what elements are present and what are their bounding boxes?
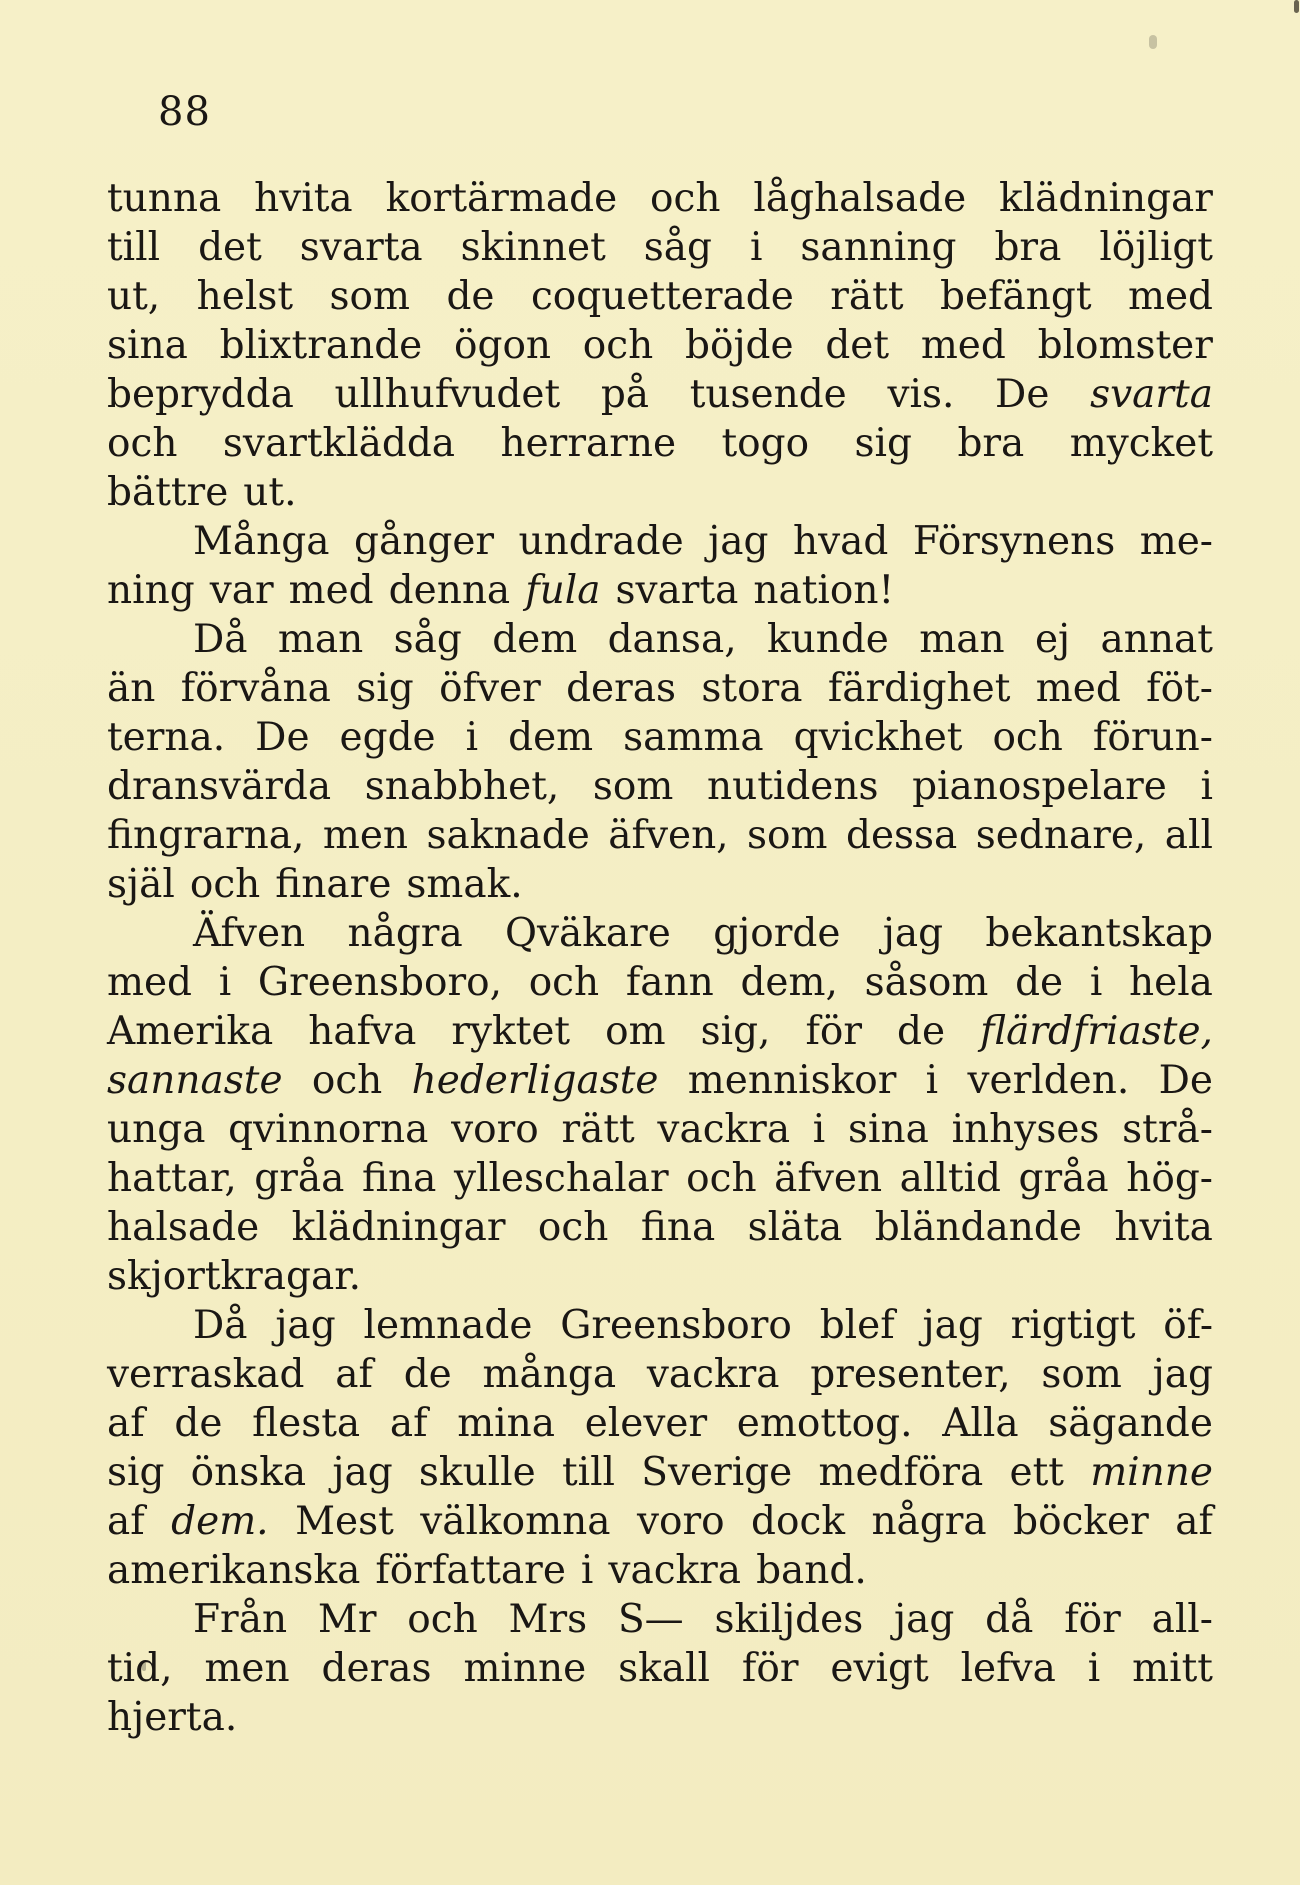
- word: vackra: [657, 1107, 791, 1152]
- word: amerikanska: [107, 1548, 361, 1593]
- text-line: [107, 1546, 1213, 1595]
- word: ögon: [454, 323, 552, 368]
- word: ylleschalar: [453, 1156, 669, 1201]
- text-line: [107, 615, 1213, 664]
- word: rätt: [561, 1107, 635, 1152]
- word: egde: [339, 715, 436, 760]
- word: själ: [107, 862, 175, 907]
- text-line: [107, 321, 1213, 370]
- word: deras: [321, 1646, 432, 1691]
- word: ut.: [243, 470, 297, 515]
- word: som: [329, 274, 410, 319]
- body-text: [107, 174, 1213, 1742]
- word: togo: [721, 421, 810, 466]
- text-line: [107, 713, 1213, 762]
- word: De: [995, 372, 1050, 417]
- italic-word: svarta: [1090, 372, 1213, 417]
- word: jag: [894, 1597, 955, 1642]
- word: deras: [566, 666, 677, 711]
- text-line: [107, 1497, 1213, 1546]
- word: sina: [107, 323, 188, 368]
- word: hattar,: [107, 1156, 237, 1201]
- text-line: [107, 1007, 1213, 1056]
- word: de: [1015, 960, 1064, 1005]
- word: dock: [751, 1499, 845, 1544]
- text-line: [107, 1056, 1213, 1105]
- text-line: [107, 272, 1213, 321]
- word: löjligt: [1099, 225, 1213, 270]
- word: De: [1158, 1058, 1213, 1103]
- word: voro: [636, 1499, 725, 1544]
- word: det: [825, 323, 890, 368]
- text-line: [107, 909, 1213, 958]
- word: skiljdes: [714, 1597, 864, 1642]
- word: af: [107, 1401, 145, 1446]
- word: kunde: [766, 617, 889, 662]
- word: Alla: [942, 1401, 1019, 1446]
- word: minne: [463, 1646, 587, 1691]
- word: Sverige: [641, 1450, 793, 1495]
- word: ett: [1009, 1450, 1064, 1495]
- text-line: [107, 1644, 1213, 1693]
- text-line: [107, 860, 1213, 909]
- word: hjerta.: [107, 1695, 238, 1740]
- word: önska: [190, 1450, 307, 1495]
- word: af: [335, 1352, 373, 1397]
- word: släta: [747, 1205, 843, 1250]
- text-line: [107, 1448, 1213, 1497]
- word: svarta: [299, 225, 423, 270]
- word: i: [1087, 1646, 1101, 1691]
- word: de: [897, 1009, 946, 1054]
- word: Då: [193, 617, 248, 662]
- word: emottog.: [736, 1401, 913, 1446]
- word: hafva: [308, 1009, 417, 1054]
- word: lefva: [960, 1646, 1056, 1691]
- word: många: [482, 1352, 617, 1397]
- word: undrade: [518, 519, 684, 564]
- word: bekantskap: [985, 911, 1213, 956]
- text-line: [107, 370, 1213, 419]
- word: med: [920, 323, 1006, 368]
- text-line: [107, 1693, 1213, 1742]
- word: Mest: [295, 1499, 394, 1544]
- word: De: [255, 715, 310, 760]
- text-line: [107, 1301, 1213, 1350]
- word: blef: [819, 1303, 895, 1348]
- word: sanning: [800, 225, 957, 270]
- word: sig: [356, 666, 414, 711]
- text-line: [107, 174, 1213, 223]
- word: böjde: [685, 323, 794, 368]
- word: all-: [1151, 1597, 1213, 1642]
- word: böcker: [1013, 1499, 1149, 1544]
- word: fingrarna,: [107, 813, 305, 858]
- word: af: [1175, 1499, 1213, 1544]
- word: jag: [332, 1450, 393, 1495]
- word: rätt: [830, 274, 904, 319]
- word: fann: [625, 960, 714, 1005]
- text-line: [107, 468, 1213, 517]
- word: då: [985, 1597, 1034, 1642]
- word: hvita: [254, 176, 353, 221]
- word: Mr: [317, 1597, 377, 1642]
- word: föt-: [1146, 666, 1213, 711]
- word: blomster: [1037, 323, 1213, 368]
- word: inhyses: [951, 1107, 1100, 1152]
- word: gråa: [254, 1156, 345, 1201]
- word: men: [322, 813, 409, 858]
- word: bättre: [107, 470, 229, 515]
- word: Från: [193, 1597, 288, 1642]
- word: äfven,: [608, 813, 729, 858]
- word: sina: [848, 1107, 929, 1152]
- word: Mrs: [508, 1597, 588, 1642]
- word: sig,: [700, 1009, 771, 1054]
- word: jag: [922, 1303, 983, 1348]
- word: i: [1200, 764, 1213, 809]
- word: vackra: [646, 1352, 780, 1397]
- word: svarta: [615, 568, 739, 613]
- word: ut,: [107, 274, 161, 319]
- word: med: [288, 568, 374, 613]
- word: S—: [617, 1597, 684, 1642]
- word: snabbhet,: [364, 764, 560, 809]
- word: herrarne: [500, 421, 677, 466]
- word: var: [209, 568, 274, 613]
- word: voro: [451, 1107, 539, 1152]
- word: samma: [623, 715, 764, 760]
- word: pianospelare: [912, 764, 1167, 809]
- word: me-: [1139, 519, 1213, 564]
- word: på: [600, 372, 650, 417]
- word: och: [407, 1597, 478, 1642]
- word: i: [812, 1107, 826, 1152]
- word: jag: [1152, 1352, 1213, 1397]
- word: de: [403, 1352, 452, 1397]
- text-line: [107, 958, 1213, 1007]
- word: rigtigt: [1010, 1303, 1136, 1348]
- word: dessa: [845, 813, 958, 858]
- text-line: [107, 1595, 1213, 1644]
- word: i: [925, 1058, 939, 1103]
- word: tusende: [689, 372, 847, 417]
- word: mina: [457, 1401, 556, 1446]
- word: menniskor: [687, 1058, 897, 1103]
- word: strå-: [1122, 1107, 1213, 1152]
- word: till: [561, 1450, 616, 1495]
- word: och: [311, 1058, 383, 1103]
- word: tunna: [107, 176, 222, 221]
- word: med: [1127, 274, 1213, 319]
- word: presenter,: [810, 1352, 1011, 1397]
- word: författare: [375, 1548, 566, 1593]
- word: om: [605, 1009, 666, 1054]
- word: vackra: [608, 1548, 742, 1593]
- word: bländande: [874, 1205, 1082, 1250]
- word: medföra: [818, 1450, 984, 1495]
- word: evigt: [830, 1646, 929, 1691]
- word: dansa,: [607, 617, 737, 662]
- word: blixtrande: [219, 323, 423, 368]
- word: såg: [643, 225, 712, 270]
- word: skinnet: [460, 225, 606, 270]
- word: nation!: [753, 568, 895, 613]
- word: coquetterade: [530, 274, 794, 319]
- word: tid,: [107, 1646, 173, 1691]
- word: Greensboro,: [257, 960, 502, 1005]
- word: nutidens: [706, 764, 879, 809]
- word: man: [919, 617, 1005, 662]
- word: ej: [1034, 617, 1071, 662]
- text-line: [107, 566, 1213, 615]
- text-line: [107, 664, 1213, 713]
- word: hvad: [792, 519, 889, 564]
- word: saknade: [426, 813, 590, 858]
- paper-speck-right-edge: [1294, 0, 1299, 13]
- text-line: [107, 811, 1213, 860]
- word: annat: [1100, 617, 1213, 662]
- word: och: [537, 1205, 609, 1250]
- word: mitt: [1132, 1646, 1213, 1691]
- word: vis.: [887, 372, 955, 417]
- word: bra: [957, 421, 1025, 466]
- word: i: [580, 1548, 594, 1593]
- word: gånger: [354, 519, 495, 564]
- text-line: [107, 762, 1213, 811]
- italic-word: dem.: [171, 1499, 269, 1544]
- word: i: [1089, 960, 1103, 1005]
- word: befängt: [940, 274, 1092, 319]
- italic-word: flärdfriaste,: [980, 1009, 1213, 1054]
- word: för: [1064, 1597, 1121, 1642]
- word: äfven: [774, 1156, 883, 1201]
- word: finare: [275, 862, 392, 907]
- text-line: [107, 1154, 1213, 1203]
- word: klädningar: [999, 176, 1213, 221]
- word: sig: [107, 1450, 165, 1495]
- text-line: [107, 1399, 1213, 1448]
- word: ning: [107, 568, 195, 613]
- word: förun-: [1092, 715, 1213, 760]
- word: ullhufvudet: [334, 372, 561, 417]
- text-line: [107, 1105, 1213, 1154]
- word: såg: [393, 617, 462, 662]
- word: till: [107, 225, 161, 270]
- page-number: 88: [158, 89, 211, 135]
- word: än: [107, 666, 156, 711]
- italic-word: hederligaste: [411, 1058, 659, 1103]
- word: terna.: [107, 715, 226, 760]
- word: sednare,: [975, 813, 1147, 858]
- word: Amerika: [107, 1009, 274, 1054]
- word: och: [528, 960, 600, 1005]
- word: man: [277, 617, 364, 662]
- word: dem: [492, 617, 578, 662]
- word: Försynens: [912, 519, 1116, 564]
- word: öf-: [1163, 1303, 1213, 1348]
- word: helst: [196, 274, 294, 319]
- word: halsade: [107, 1205, 260, 1250]
- word: kortärmade: [385, 176, 618, 221]
- word: verlden.: [967, 1058, 1130, 1103]
- text-line: [107, 419, 1213, 468]
- word: skulle: [418, 1450, 536, 1495]
- word: jag: [708, 519, 769, 564]
- word: af: [107, 1499, 145, 1544]
- word: och: [582, 323, 654, 368]
- word: jag: [882, 911, 944, 956]
- word: i: [465, 715, 479, 760]
- word: sägande: [1048, 1401, 1213, 1446]
- word: de: [174, 1401, 223, 1446]
- word: flesta: [252, 1401, 361, 1446]
- word: skall: [618, 1646, 710, 1691]
- word: färdighet: [827, 666, 1011, 711]
- word: hela: [1129, 960, 1213, 1005]
- word: ryktet: [451, 1009, 571, 1054]
- word: med: [1035, 666, 1121, 711]
- word: band.: [756, 1548, 867, 1593]
- word: svartklädda: [222, 421, 456, 466]
- word: men: [204, 1646, 290, 1691]
- word: sig: [854, 421, 912, 466]
- word: beprydda: [107, 372, 294, 417]
- word: skjortkragar.: [107, 1254, 362, 1299]
- word: öfver: [439, 666, 541, 711]
- word: hög-: [1126, 1156, 1213, 1201]
- word: och: [189, 862, 261, 907]
- word: denna: [388, 568, 511, 613]
- word: qvickhet: [793, 715, 963, 760]
- italic-word: sannaste: [107, 1058, 283, 1103]
- word: dem,: [740, 960, 838, 1005]
- word: dem: [508, 715, 594, 760]
- word: som: [1041, 1352, 1122, 1397]
- word: smak.: [406, 862, 523, 907]
- word: Då: [193, 1303, 248, 1348]
- text-line: [107, 1252, 1213, 1301]
- word: dransvärda: [107, 764, 332, 809]
- word: bra: [994, 225, 1062, 270]
- word: några: [871, 1499, 987, 1544]
- text-line: [107, 517, 1213, 566]
- word: Många: [193, 519, 330, 564]
- word: i: [749, 225, 763, 270]
- word: alltid: [899, 1156, 1001, 1201]
- paper-speck-top: [1149, 35, 1157, 49]
- word: som: [747, 813, 828, 858]
- word: några: [347, 911, 463, 956]
- word: för: [741, 1646, 799, 1691]
- word: Äfven: [193, 911, 306, 956]
- word: gjorde: [713, 911, 841, 956]
- word: unga: [107, 1107, 206, 1152]
- word: låghalsade: [753, 176, 967, 221]
- word: fina: [361, 1156, 437, 1201]
- text-line: [107, 1350, 1213, 1399]
- word: och: [992, 715, 1063, 760]
- word: lemnade: [363, 1303, 533, 1348]
- word: elever: [584, 1401, 708, 1446]
- word: gråa: [1018, 1156, 1109, 1201]
- word: för: [805, 1009, 863, 1054]
- word: mycket: [1069, 421, 1213, 466]
- word: och: [107, 421, 178, 466]
- word: som: [592, 764, 674, 809]
- word: förvåna: [180, 666, 331, 711]
- word: såsom: [864, 960, 989, 1005]
- word: verraskad: [107, 1352, 305, 1397]
- word: qvinnorna: [228, 1107, 429, 1152]
- word: i: [218, 960, 232, 1005]
- word: det: [198, 225, 262, 270]
- word: välkomna: [420, 1499, 611, 1544]
- italic-word: fula: [525, 568, 601, 613]
- word: de: [446, 274, 495, 319]
- text-line: [107, 1203, 1213, 1252]
- word: och: [650, 176, 721, 221]
- italic-word: minne: [1090, 1450, 1213, 1495]
- word: af: [389, 1401, 428, 1446]
- word: Qväkare: [505, 911, 671, 956]
- word: stora: [701, 666, 803, 711]
- word: hvita: [1114, 1205, 1213, 1250]
- word: Greensboro: [560, 1303, 792, 1348]
- word: klädningar: [291, 1205, 506, 1250]
- word: all: [1164, 813, 1213, 858]
- word: och: [686, 1156, 757, 1201]
- word: fina: [640, 1205, 716, 1250]
- word: med: [107, 960, 193, 1005]
- text-line: [107, 223, 1213, 272]
- word: jag: [275, 1303, 336, 1348]
